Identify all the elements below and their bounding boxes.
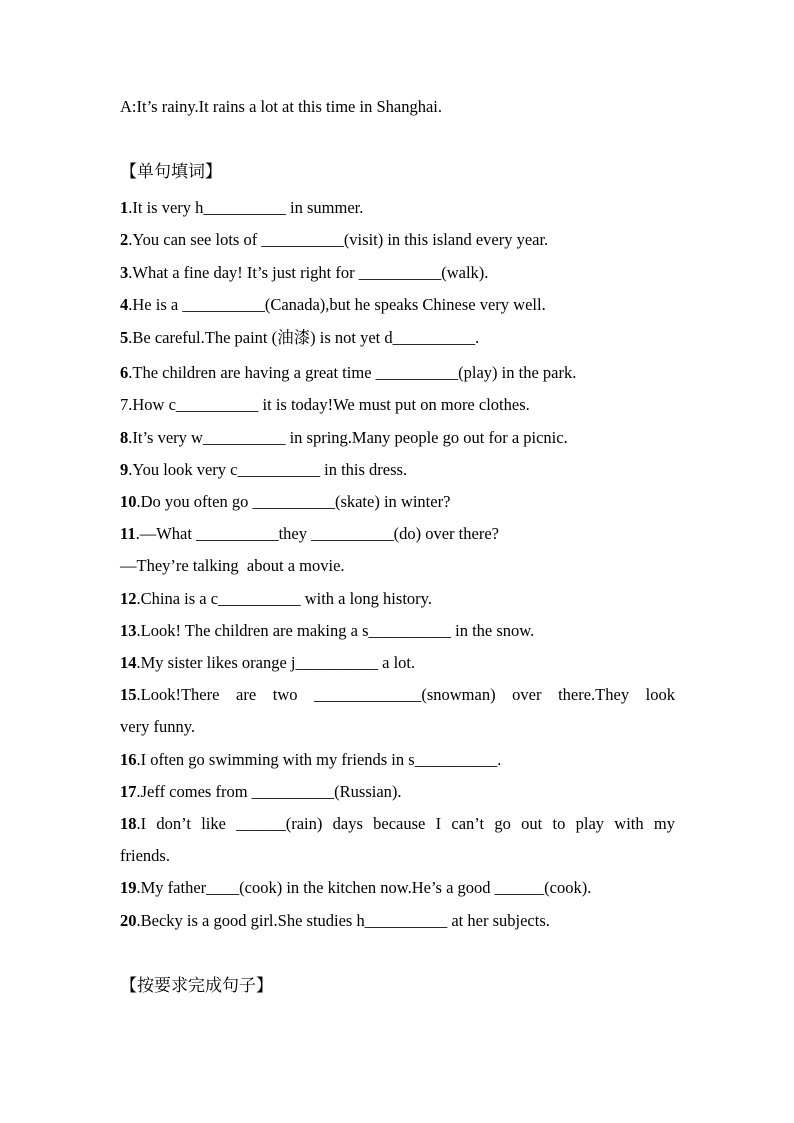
section-heading-complete-sentences: 【按要求完成句子】: [120, 976, 273, 996]
question-number: 18: [120, 814, 137, 833]
question-2: [120, 230, 548, 250]
question-text: very funny.: [120, 717, 195, 736]
question-number: 1: [120, 198, 129, 217]
question-number: 10: [120, 492, 137, 511]
question-text: .You look very c__________ in this dress.: [128, 460, 408, 479]
question-number: 8: [120, 428, 129, 447]
question-number: 14: [120, 653, 137, 672]
question-number: 20: [120, 911, 137, 930]
question-text: .My sister likes orange j__________ a lot.: [136, 653, 416, 672]
question-text: .Be careful.The paint (油漆) is not yet d__________.: [128, 328, 480, 347]
question-number: 9: [120, 460, 129, 479]
question-13: [120, 621, 534, 641]
question-number: 6: [120, 363, 129, 382]
question-17: [120, 782, 402, 802]
question-text: .Look! The children are making a s__________ in the snow.: [136, 621, 535, 640]
question-3: [120, 263, 488, 283]
question-11: [120, 524, 499, 544]
question-number: 4: [120, 295, 129, 314]
intro-line: A:It’s rainy.It rains a lot at this time in Shanghai.: [120, 97, 442, 116]
question-18-continued: [120, 846, 170, 866]
question-number: 11: [120, 524, 136, 543]
question-6: [120, 363, 576, 383]
question-12: [120, 589, 432, 609]
question-number: 2: [120, 230, 129, 249]
question-text: .It is very h__________ in summer.: [128, 198, 364, 217]
question-text: .He is a __________(Canada),but he speaks Chinese very well.: [128, 295, 546, 314]
question-number: 13: [120, 621, 137, 640]
question-number: 15: [120, 685, 137, 704]
question-number: 17: [120, 782, 137, 801]
question-11-answer: [120, 556, 345, 576]
question-text: .You can see lots of __________(visit) in this island every year.: [128, 230, 549, 249]
question-number: 16: [120, 750, 137, 769]
question-number: 12: [120, 589, 137, 608]
question-text: .Becky is a good girl.She studies h__________ at her subjects.: [136, 911, 550, 930]
question-text: 7.How c__________ it is today!We must put on more clothes.: [120, 395, 530, 414]
question-text: .I often go swimming with my friends in s__________.: [136, 750, 502, 769]
question-19: [120, 878, 591, 898]
question-8: [120, 428, 568, 448]
question-text: .—What __________they __________(do) over there?: [135, 524, 499, 543]
question-text: .I don’t like ______(rain) days because I can’t go out to play with my: [136, 814, 675, 833]
question-text: .My father____(cook) in the kitchen now.He’s a good ______(cook).: [136, 878, 592, 897]
question-number: 19: [120, 878, 137, 897]
question-1: [120, 198, 363, 218]
question-5: [120, 328, 479, 348]
question-number: 3: [120, 263, 129, 282]
question-text: —They’re talking about a movie.: [120, 556, 345, 575]
question-10: [120, 492, 450, 512]
question-7: [120, 395, 530, 415]
question-text: .Look!There are two _____________(snowman) over there.They look: [136, 685, 675, 704]
question-9: [120, 460, 407, 480]
question-15: [120, 685, 675, 705]
section-heading-fill-in: 【单句填词】: [120, 162, 222, 182]
question-text: .Jeff comes from __________(Russian).: [136, 782, 402, 801]
question-4: [120, 295, 546, 315]
question-15-continued: [120, 717, 195, 737]
question-text: .Do you often go __________(skate) in winter?: [136, 492, 451, 511]
question-text: friends.: [120, 846, 170, 865]
question-text: .What a fine day! It’s just right for __________(walk).: [128, 263, 489, 282]
question-text: .The children are having a great time __________(play) in the park.: [128, 363, 577, 382]
question-18: [120, 814, 675, 834]
question-text: .It’s very w__________ in spring.Many people go out for a picnic.: [128, 428, 568, 447]
question-14: [120, 653, 415, 673]
question-20: [120, 911, 550, 931]
question-16: [120, 750, 501, 770]
question-text: .China is a c__________ with a long history.: [136, 589, 432, 608]
question-number: 5: [120, 328, 129, 347]
